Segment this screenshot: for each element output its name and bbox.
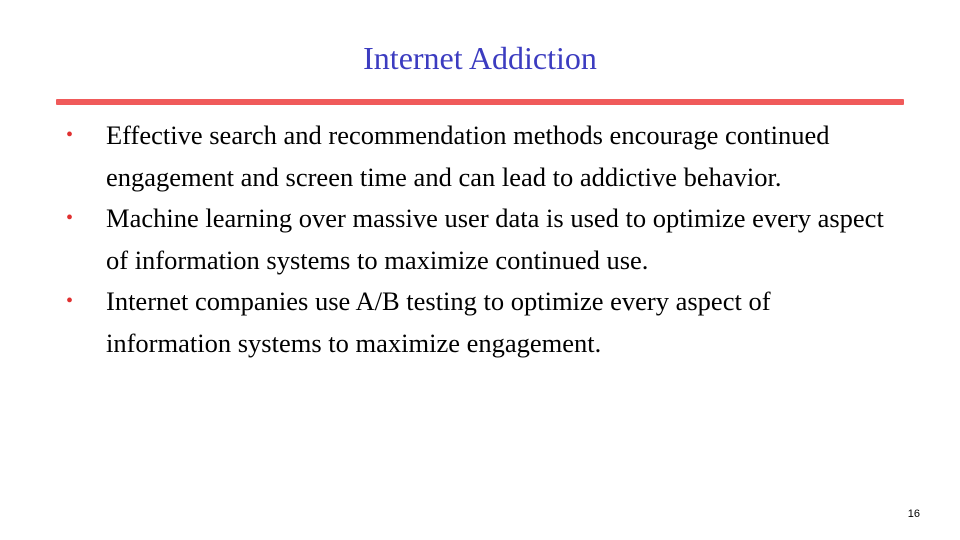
bullet-item bbox=[66, 281, 896, 364]
bullet-item bbox=[66, 115, 896, 198]
bullet-text: Internet companies use A/B testing to optimize every aspect of information systems to maximize engagement. bbox=[106, 286, 771, 358]
bullet-text: Effective search and recommendation methods encourage continued engagement and screen time and can lead to addictive behavior. bbox=[106, 120, 830, 192]
bullet-text: Machine learning over massive user data is used to optimize every aspect of information systems to maximize continued use. bbox=[106, 203, 884, 275]
bullet-dot-icon: • bbox=[66, 124, 74, 146]
bullet-list bbox=[66, 115, 896, 364]
bullet-item bbox=[66, 198, 896, 281]
bullet-dot-icon: • bbox=[66, 207, 74, 229]
slide-title: Internet Addiction bbox=[363, 40, 597, 76]
bullet-dot-icon: • bbox=[66, 290, 74, 312]
page-number: 16 bbox=[907, 508, 920, 520]
title-underline-rule bbox=[56, 99, 904, 105]
